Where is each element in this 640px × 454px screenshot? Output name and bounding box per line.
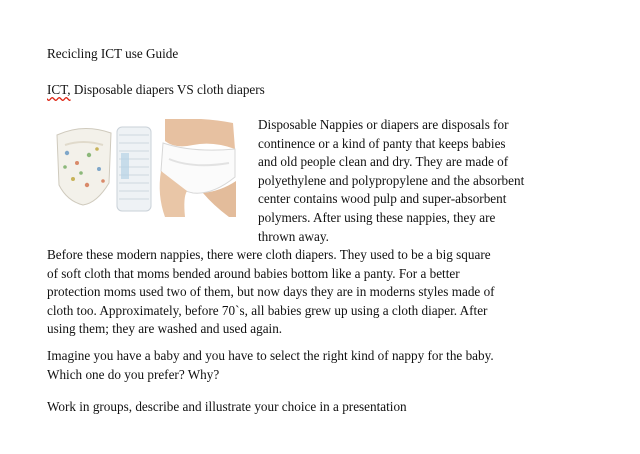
paragraph-disposable-nappies bbox=[258, 116, 563, 246]
text-line: protection moms used two of them, but now days they are in moderns styles made of bbox=[47, 284, 495, 300]
text-line: Before these modern nappies, there were cloth diapers. They used to be a big square bbox=[47, 247, 491, 262]
text-line: and old people clean and dry. They are made of bbox=[258, 154, 509, 170]
subtitle-rest: Disposable diapers VS cloth diapers bbox=[70, 82, 265, 97]
text-line: center contains wood pulp and super-absorbent bbox=[258, 191, 507, 207]
cloth-diaper-icon bbox=[57, 128, 111, 205]
text-line: polymers. After using these nappies, they are bbox=[258, 209, 496, 225]
subtitle-prefix: ICT, bbox=[47, 82, 71, 97]
text-line: thrown away. bbox=[258, 228, 329, 244]
document-subtitle bbox=[47, 81, 265, 100]
text-line: Disposable Nappies or diapers are disposals for bbox=[258, 117, 509, 132]
paragraph-cloth-diapers bbox=[47, 246, 572, 339]
text-line: using them; they are washed and used again. bbox=[47, 321, 283, 337]
text-line: continence or a kind of panty that keeps babies bbox=[258, 135, 506, 151]
paragraph-instruction bbox=[47, 398, 572, 417]
text-line: polyethylene and polypropylene and the absorbent bbox=[258, 172, 525, 188]
diaper-illustration bbox=[53, 119, 236, 219]
diaper-images bbox=[53, 119, 236, 219]
text-line: cloth too. Approximately, before 70`s, all babies grew up using a cloth diaper. After bbox=[47, 302, 488, 318]
diaper-stack-icon bbox=[117, 127, 151, 211]
text-line: Imagine you have a baby and you have to select the right kind of nappy for the baby. bbox=[47, 348, 494, 363]
text-line: Work in groups, describe and illustrate your choice in a presentation bbox=[47, 399, 407, 414]
text-line: of soft cloth that moms bended around babies bottom like a panty. For a better bbox=[47, 265, 460, 281]
document-title: Recicling ICT use Guide bbox=[47, 46, 179, 61]
baby-in-diaper-icon bbox=[155, 119, 236, 219]
paragraph-question bbox=[47, 347, 572, 384]
text-line: Which one do you prefer? Why? bbox=[47, 366, 220, 382]
